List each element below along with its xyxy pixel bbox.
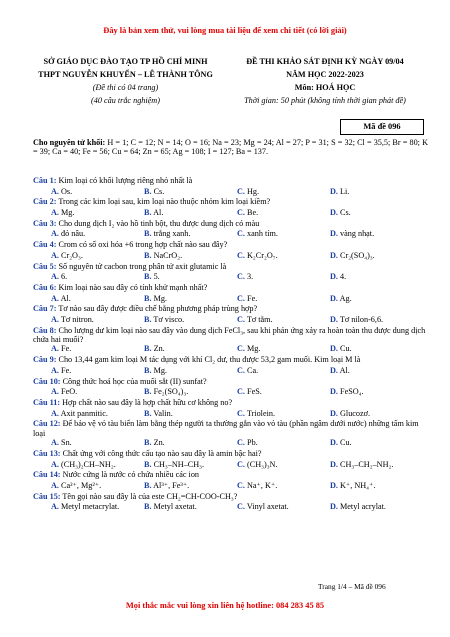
answer-option <box>312 315 405 326</box>
question <box>33 419 428 449</box>
answer-option <box>33 344 126 355</box>
answer-option <box>126 344 219 355</box>
question-stem: Cho 13,44 gam kim loại M tác dụng với khí Cl₂ dư, thu được 53,2 gam muối. Kim loại M là <box>56 355 361 365</box>
answer-option <box>312 460 405 471</box>
answer-option <box>219 460 312 471</box>
option-row <box>33 460 428 471</box>
answer-option <box>126 208 219 219</box>
atomic-label: Cho nguyên tử khối: <box>33 138 106 147</box>
option-letter: B. <box>144 272 152 282</box>
option-row <box>33 208 428 219</box>
answer-option <box>33 251 126 262</box>
question <box>33 304 428 325</box>
question-stem: Để bảo vệ vỏ tàu biển làm bằng thép người ta thường gắn vào vỏ tàu (phần ngâm dưới nước) những tấm kim loại <box>33 419 419 438</box>
option-letter: D. <box>330 387 338 397</box>
answer-option <box>312 208 405 219</box>
option-letter: A. <box>51 438 59 448</box>
option-text: Fe. <box>61 344 72 354</box>
question-number: Câu 1: <box>33 176 57 185</box>
question-number: Câu 8: <box>33 325 57 335</box>
option-row <box>33 229 428 240</box>
option-text: Al. <box>153 208 164 218</box>
answer-option <box>312 294 405 305</box>
question-text <box>33 419 428 438</box>
option-text: xanh tím. <box>247 229 278 239</box>
answer-option <box>312 272 405 283</box>
answer-option <box>126 460 219 471</box>
option-text: FeO. <box>61 387 78 397</box>
option-letter: A. <box>51 344 59 354</box>
department-name: SỞ GIÁO DỤC ĐÀO TẠO TP HỒ CHÍ MINH <box>43 57 208 66</box>
option-letter: B. <box>144 186 152 196</box>
preview-banner: Đây là bản xem thử, vui lòng mua tài liệu để xem chi tiết (có lời giải) <box>103 26 347 35</box>
question-number: Câu 15: <box>33 491 61 501</box>
answer-option <box>33 187 126 198</box>
option-letter: A. <box>51 229 59 239</box>
option-text: Triolein. <box>246 408 276 418</box>
question-text <box>33 219 428 230</box>
option-letter: A. <box>51 480 59 490</box>
option-letter: D. <box>330 186 338 196</box>
option-text: FeSO₄. <box>340 387 364 397</box>
option-letter: D. <box>330 459 338 469</box>
answer-option <box>312 366 405 377</box>
option-letter: B. <box>144 229 152 239</box>
option-text: Glucozơ. <box>340 408 371 418</box>
option-text: Tơ nilon-6,6. <box>339 314 384 324</box>
option-letter: C. <box>237 387 245 397</box>
question-stem: Số nguyên tử cacbon trong phân tử axit glutamic là <box>56 261 227 271</box>
question-number: Câu 2: <box>33 197 57 207</box>
question <box>33 355 428 376</box>
option-text: Zn. <box>153 344 165 354</box>
option-text: Cr₂O₃. <box>61 250 83 260</box>
answer-option <box>33 229 126 240</box>
option-letter: C. <box>237 365 245 375</box>
answer-option <box>126 409 219 420</box>
question-text <box>33 355 428 366</box>
answer-option <box>33 387 126 398</box>
option-letter: C. <box>237 314 245 324</box>
question-text <box>33 470 428 481</box>
answer-option <box>312 481 405 492</box>
question-stem: Trong các kim loại sau, kim loại nào thuộc nhóm kim loại kiềm? <box>56 197 271 207</box>
option-text: Mg. <box>153 293 167 303</box>
answer-option <box>33 438 126 449</box>
option-text: Tơ visco. <box>153 314 185 324</box>
question-text <box>33 176 428 187</box>
header-right <box>220 57 430 109</box>
question-text <box>33 262 428 273</box>
option-text: Cs. <box>153 186 165 196</box>
option-row <box>33 438 428 449</box>
question <box>33 398 428 419</box>
answer-option <box>312 344 405 355</box>
option-row <box>33 387 428 398</box>
answer-option <box>312 438 405 449</box>
option-letter: B. <box>144 250 152 260</box>
option-text: K₂Cr₂O₇. <box>247 250 278 260</box>
option-letter: C. <box>237 502 245 512</box>
answer-option <box>126 366 219 377</box>
option-row <box>33 187 428 198</box>
option-letter: D. <box>330 314 338 324</box>
option-letter: C. <box>237 344 245 354</box>
option-text: Sn. <box>61 438 72 448</box>
question-stem: Kim loại nào sau đây có tính khử mạnh nhất? <box>56 282 208 292</box>
answer-option <box>33 366 126 377</box>
option-letter: A. <box>51 502 59 512</box>
option-letter: D. <box>330 293 338 303</box>
option-letter: B. <box>144 344 152 354</box>
hotline-footer: Mọi thắc mắc vui lòng xin liên hệ hotline: 084 283 45 85 <box>125 601 325 610</box>
answer-option <box>126 294 219 305</box>
option-letter: A. <box>51 272 59 282</box>
option-letter: B. <box>144 480 152 490</box>
question-text <box>33 240 428 251</box>
option-text: Ca. <box>247 365 259 375</box>
question <box>33 492 428 513</box>
option-text: Metyl axetat. <box>153 502 197 512</box>
question-list <box>33 176 428 513</box>
option-text: Tơ nitron. <box>60 314 94 324</box>
answer-option <box>219 481 312 492</box>
option-letter: B. <box>144 459 152 469</box>
question-stem: Chất ứng với công thức cấu tạo nào sau đây là amin bậc hai? <box>60 448 262 458</box>
option-text: Tơ tằm. <box>246 314 273 324</box>
answer-option <box>312 409 405 420</box>
option-letter: A. <box>51 186 59 196</box>
option-text: đỏ nâu. <box>61 229 86 239</box>
answer-option <box>219 251 312 262</box>
page-number: Trang 1/4 – Mã đề 096 <box>318 582 386 591</box>
page-count-note: (Đề thi có 04 trang) <box>92 83 159 92</box>
option-letter: A. <box>51 208 59 218</box>
question-count-note: (40 câu trắc nghiệm) <box>91 96 160 105</box>
option-row <box>33 315 428 326</box>
answer-option <box>33 208 126 219</box>
option-letter: B. <box>144 387 152 397</box>
option-text: Ag. <box>339 293 352 303</box>
exam-code-box: Mã đề 096 <box>340 119 424 135</box>
option-text: Cu. <box>340 438 352 448</box>
option-letter: D. <box>330 272 338 282</box>
option-row <box>33 294 428 305</box>
option-text: (CH₃)₃N. <box>247 459 278 469</box>
question-text <box>33 197 428 208</box>
question-text <box>33 398 428 409</box>
answer-option <box>33 294 126 305</box>
answer-option <box>33 409 126 420</box>
option-letter: C. <box>237 186 245 196</box>
question <box>33 219 428 240</box>
question-stem: Kim loại có khối lượng riêng nhỏ nhất là <box>56 176 193 185</box>
option-text: FeS. <box>247 387 262 397</box>
answer-option <box>219 272 312 283</box>
option-text: Al. <box>60 293 71 303</box>
option-letter: A. <box>51 250 59 260</box>
answer-option <box>312 229 405 240</box>
answer-option <box>126 187 219 198</box>
option-letter: B. <box>144 502 152 512</box>
option-letter: C. <box>237 208 245 218</box>
option-text: NaCrO₂. <box>153 250 183 260</box>
answer-option <box>219 366 312 377</box>
answer-option <box>126 481 219 492</box>
question-number: Câu 10: <box>33 376 61 386</box>
answer-option <box>219 387 312 398</box>
answer-option <box>219 409 312 420</box>
option-letter: C. <box>237 250 245 260</box>
option-letter: D. <box>330 344 338 354</box>
question-number: Câu 14: <box>33 470 61 480</box>
question-stem: Hợp chất nào sau đây là hợp chất hữu cơ không no? <box>60 397 233 407</box>
option-letter: C. <box>237 272 245 282</box>
question <box>33 176 428 197</box>
option-text: Al³⁺, Fe³⁺. <box>153 480 190 490</box>
option-text: Cr₂(SO₄)₃. <box>340 250 375 260</box>
answer-option <box>126 387 219 398</box>
option-text: Mg. <box>247 344 261 354</box>
question-text <box>33 492 428 503</box>
option-text: Metyl acrylat. <box>340 502 386 512</box>
option-letter: B. <box>144 438 152 448</box>
answer-option <box>219 438 312 449</box>
option-text: Fe. <box>247 293 258 303</box>
answer-option <box>312 502 405 513</box>
option-text: Axit panmitic. <box>60 408 108 418</box>
option-letter: D. <box>330 480 338 490</box>
header-left <box>28 57 223 109</box>
answer-option <box>219 208 312 219</box>
question <box>33 197 428 218</box>
option-text: Metyl metacrylat. <box>61 502 120 512</box>
question-number: Câu 4: <box>33 240 57 250</box>
option-text: 3. <box>247 272 254 282</box>
question <box>33 240 428 261</box>
question-text <box>33 449 428 460</box>
answer-option <box>33 481 126 492</box>
question-number: Câu 12: <box>33 419 61 429</box>
answer-option <box>126 229 219 240</box>
question-stem: Công thức hoá học của muối sắt (II) sunfat? <box>60 376 207 386</box>
option-text: Zn. <box>153 438 165 448</box>
option-letter: D. <box>330 229 338 239</box>
answer-option <box>219 229 312 240</box>
option-letter: D. <box>330 208 338 218</box>
option-text: 6. <box>61 272 68 282</box>
option-text: (CH₃)₂CH–NH₂. <box>61 459 116 469</box>
option-text: Ca²⁺, Mg²⁺. <box>61 480 102 490</box>
question-text <box>33 283 428 294</box>
question-stem: Crom có số oxi hóa +6 trong hợp chất nào sau đây? <box>56 240 228 250</box>
question-number: Câu 6: <box>33 282 57 292</box>
school-year: NĂM HỌC 2022-2023 <box>286 70 364 79</box>
question <box>33 377 428 398</box>
answer-option <box>312 387 405 398</box>
option-text: Mg. <box>61 208 75 218</box>
option-row <box>33 366 428 377</box>
option-letter: A. <box>51 408 59 418</box>
option-text: Mg. <box>153 365 167 375</box>
answer-option <box>33 502 126 513</box>
atomic-values: H = 1; C = 12; N = 14; O = 16; Na = 23; Mg = 24; Al = 27; P = 31; S = 32; Cl = 35,5; Br = 80; K = 39; Ca = 40; Fe = 56; Cu = 64; Zn = 65; Ag = 108; I = 127; Ba = 137. <box>33 138 428 157</box>
option-text: Fe₂(SO₄)₃. <box>153 387 189 397</box>
question-number: Câu 5: <box>33 261 57 271</box>
question <box>33 449 428 470</box>
question-stem: Cho lượng dư kim loại nào sau đây vào dung dịch FeCl₃, sau khi phản ứng xảy ra hoàn toàn thu được dung dịch chứa hai muối? <box>33 325 426 345</box>
option-text: Al. <box>339 365 350 375</box>
answer-option <box>126 315 219 326</box>
atomic-masses <box>33 138 428 157</box>
option-letter: B. <box>144 314 152 324</box>
option-letter: A. <box>51 459 59 469</box>
answer-option <box>126 502 219 513</box>
option-text: vàng nhạt. <box>340 229 375 239</box>
option-text: trắng xanh. <box>153 229 191 239</box>
option-text: 5. <box>153 272 160 282</box>
option-row <box>33 251 428 262</box>
option-letter: D. <box>330 502 338 512</box>
option-letter: C. <box>237 480 245 490</box>
exam-title: ĐỀ THI KHẢO SÁT ĐỊNH KỲ NGÀY 09/04 <box>246 57 404 66</box>
option-letter: C. <box>237 438 245 448</box>
option-text: Hg. <box>247 186 260 196</box>
answer-option <box>126 272 219 283</box>
question-number: Câu 7: <box>33 304 57 314</box>
option-row <box>33 344 428 355</box>
option-letter: B. <box>144 293 152 303</box>
question-number: Câu 13: <box>33 448 61 458</box>
answer-option <box>33 272 126 283</box>
option-letter: A. <box>51 365 59 375</box>
option-letter: C. <box>237 459 245 469</box>
option-text: Cs. <box>340 208 351 218</box>
option-text: Valin. <box>153 408 173 418</box>
answer-option <box>312 251 405 262</box>
option-row <box>33 272 428 283</box>
school-name: THPT NGUYỄN KHUYẾN – LÊ THÀNH TÔNG <box>38 70 213 79</box>
option-text: Be. <box>247 208 259 218</box>
option-text: Li. <box>340 186 350 196</box>
question-number: Câu 9: <box>33 355 57 365</box>
question-text <box>33 377 428 388</box>
answer-option <box>126 251 219 262</box>
answer-option <box>219 315 312 326</box>
option-letter: C. <box>237 408 245 418</box>
question-text <box>33 326 428 345</box>
option-row <box>33 502 428 513</box>
answer-option <box>219 344 312 355</box>
question <box>33 262 428 283</box>
option-text: Vinyl axetat. <box>246 502 289 512</box>
answer-option <box>312 187 405 198</box>
answer-option <box>33 315 126 326</box>
question-text <box>33 304 428 315</box>
question-stem: Cho dung dịch I₂ vào hồ tinh bột, thu được dung dịch có màu <box>56 218 260 228</box>
question <box>33 283 428 304</box>
question-stem: Tơ nào sau đây được điều chế bằng phương pháp trùng hợp? <box>56 304 258 314</box>
answer-option <box>219 294 312 305</box>
question <box>33 470 428 491</box>
option-letter: D. <box>330 365 338 375</box>
option-letter: B. <box>144 365 152 375</box>
answer-option <box>219 502 312 513</box>
option-text: CH₃–CH₂–NH₂. <box>340 459 394 469</box>
option-text: Cu. <box>340 344 352 354</box>
answer-option <box>126 438 219 449</box>
option-letter: A. <box>51 293 59 303</box>
answer-option <box>219 187 312 198</box>
option-letter: A. <box>51 314 59 324</box>
option-letter: C. <box>237 229 245 239</box>
option-letter: A. <box>51 387 59 397</box>
time-limit: Thời gian: 50 phút (không tính thời gian phát đề) <box>244 96 406 105</box>
option-row <box>33 481 428 492</box>
subject: Môn: HOÁ HỌC <box>294 83 356 92</box>
option-text: Os. <box>61 186 73 196</box>
option-letter: C. <box>237 293 245 303</box>
option-text: 4. <box>340 272 347 282</box>
question-stem: Tên gọi nào sau đây là của este CH₂=CH-COO-CH₃? <box>60 491 238 501</box>
option-letter: D. <box>330 250 338 260</box>
option-text: CH₃–NH–CH₃. <box>153 459 205 469</box>
option-text: Pb. <box>247 438 258 448</box>
option-row <box>33 409 428 420</box>
option-letter: D. <box>330 438 338 448</box>
option-text: Na⁺, K⁺. <box>247 480 278 490</box>
question <box>33 326 428 356</box>
answer-option <box>33 460 126 471</box>
option-letter: B. <box>144 208 152 218</box>
question-number: Câu 11: <box>33 397 61 407</box>
option-text: Fe. <box>61 365 72 375</box>
option-text: K⁺, NH₄⁺. <box>340 480 376 490</box>
question-number: Câu 3: <box>33 218 57 228</box>
question-stem: Nước cứng là nước có chứa nhiều các ion <box>60 470 200 480</box>
option-letter: B. <box>144 408 152 418</box>
option-letter: D. <box>330 408 338 418</box>
